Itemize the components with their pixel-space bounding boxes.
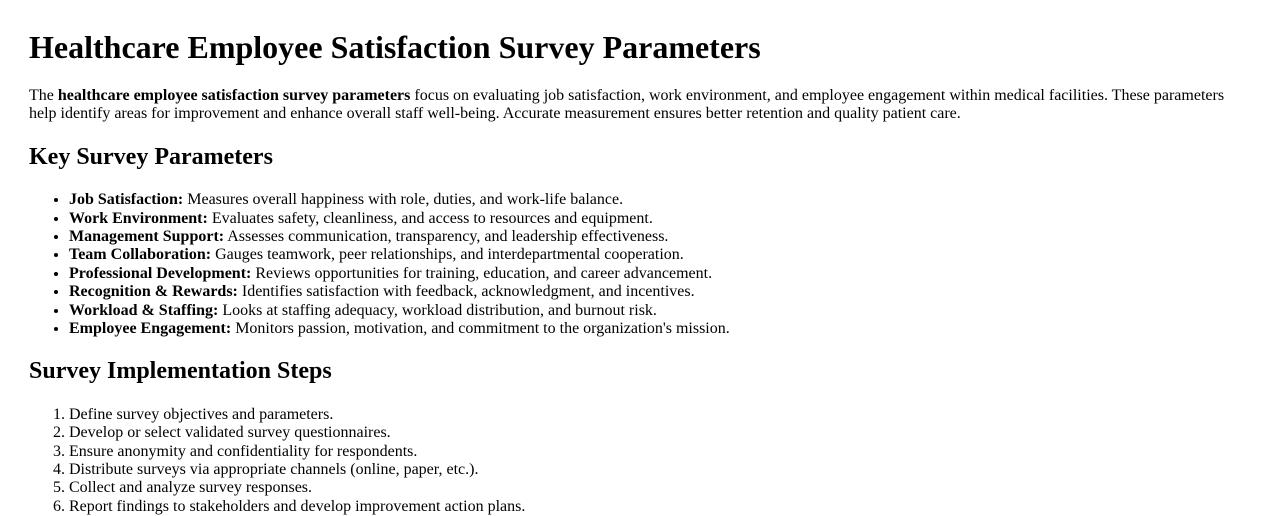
step-item: 6. Report findings to stakeholders and develop improvement action plans.: [69, 498, 1249, 516]
item-text: Gauges teamwork, peer relationships, and interdepartmental cooperation.: [211, 246, 684, 264]
item-label: Management Support:: [69, 227, 225, 245]
item-label: Professional Development:: [69, 264, 252, 282]
item-text: Measures overall happiness with role, duties, and work-life balance.: [183, 191, 624, 209]
item-label: Team Collaboration:: [69, 246, 212, 264]
intro-prefix: The: [29, 86, 58, 104]
intro-rest: focus on evaluating job satisfaction, work environment, and employee engagement within medical facilities. These parameters help identify areas for improvement and enhance overall staff well-being. Accurate measurement ensures better retention and quality patient care.: [29, 86, 1225, 123]
list-item: [69, 320, 1249, 338]
step-item: 1. Define survey objectives and parameters.: [69, 406, 1249, 424]
list-item: [69, 210, 1249, 228]
list-item: [69, 283, 1249, 301]
step-item: 3. Ensure anonymity and confidentiality for respondents.: [69, 443, 1249, 461]
item-label: Recognition & Rewards:: [69, 283, 238, 301]
list-item: [69, 302, 1249, 320]
item-text: Monitors passion, motivation, and commitment to the organization's mission.: [231, 319, 730, 337]
step-item: 4. Distribute surveys via appropriate channels (online, paper, etc.).: [69, 461, 1249, 479]
item-text: Identifies satisfaction with feedback, acknowledgment, and incentives.: [237, 283, 695, 301]
list-item: [69, 265, 1249, 283]
item-text: Looks at staffing adequacy, workload distribution, and burnout risk.: [218, 301, 657, 319]
page-title: Healthcare Employee Satisfaction Survey Parameters: [29, 29, 761, 65]
item-text: Reviews opportunities for training, education, and career advancement.: [251, 264, 713, 282]
item-label: Job Satisfaction:: [69, 191, 184, 209]
item-text: Assesses communication, transparency, and leadership effectiveness.: [224, 227, 669, 245]
item-label: Work Environment:: [69, 209, 208, 227]
section-heading-implementation-steps: Survey Implementation Steps: [29, 358, 332, 385]
item-label: Employee Engagement:: [69, 319, 232, 337]
implementation-steps-list: [29, 406, 1249, 516]
list-item: [69, 191, 1249, 209]
list-item: [69, 246, 1249, 264]
section-heading-key-parameters: Key Survey Parameters: [29, 143, 273, 170]
intro-paragraph: [29, 87, 1249, 124]
key-parameters-list: [29, 191, 1249, 338]
item-label: Workload & Staffing:: [69, 301, 219, 319]
step-item: 5. Collect and analyze survey responses.: [69, 479, 1249, 497]
item-text: Evaluates safety, cleanliness, and access to resources and equipment.: [207, 209, 653, 227]
intro-bold-term: healthcare employee satisfaction survey parameters: [57, 86, 411, 104]
list-item: [69, 228, 1249, 246]
step-item: 2. Develop or select validated survey questionnaires.: [69, 424, 1249, 442]
